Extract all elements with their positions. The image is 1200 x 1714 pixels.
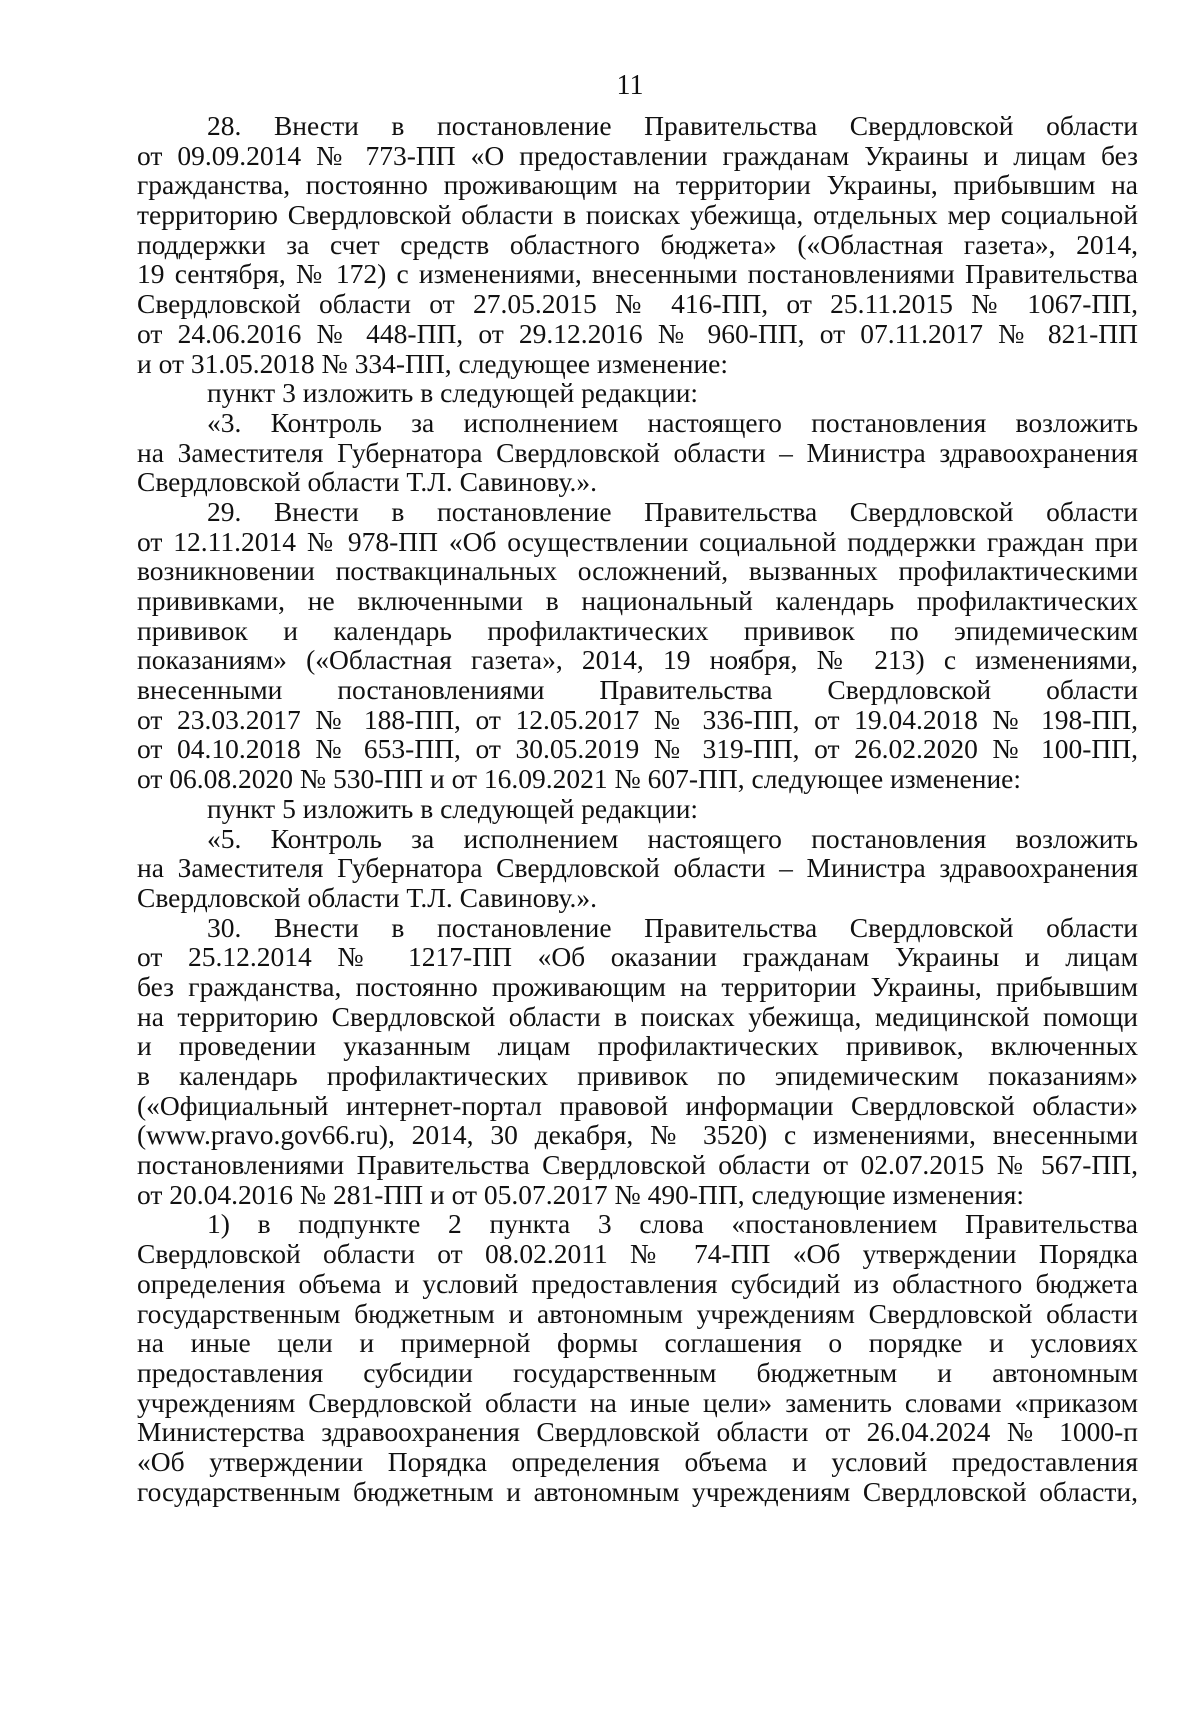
text-line: 1) в подпункте 2 пункта 3 слова «постановлением Правительства [207,1208,1138,1240]
text-line: постановлениями Правительства Свердловской области от 02.07.2015 № 567-ПП, [137,1149,1138,1181]
text-line: Свердловской области от 08.02.2011 № 74-ПП «Об утверждении Порядка [137,1238,1138,1270]
text-line: на Заместителя Губернатора Свердловской области – Министра здравоохранения [137,436,1138,468]
text-line: «5. Контроль за исполнением настоящего постановления возложить [207,822,1138,854]
text-line: внесенными постановлениями Правительства Свердловской области [137,674,1138,706]
text-line: Свердловской области Т.Л. Савинову.». [137,881,597,913]
text-line: 19 сентября, № 172) с изменениями, внесенными постановлениями Правительства [137,258,1138,290]
text-line: определения объема и условий предоставления субсидий из областного бюджета [137,1267,1138,1299]
text-line: гражданства, постоянно проживающим на территории Украины, прибывшим на [137,169,1138,201]
text-line: («Официальный интернет-портал правовой информации Свердловской области» [137,1089,1138,1121]
text-line: от 09.09.2014 № 773-ПП «О предоставлении гражданам Украины и лицам без [137,139,1138,171]
text-line: 28. Внести в постановление Правительства Свердловской области [207,110,1138,141]
text-line: возникновении поствакцинальных осложнений, вызванных профилактическими [137,555,1138,587]
text-line: от 20.04.2016 № 281-ПП и от 05.07.2017 № 490-ПП, следующие изменения: [137,1178,1024,1210]
text-line: и проведении указанным лицам профилактических прививок, включенных [137,1030,1138,1062]
text-line: от 25.12.2014 № 1217-ПП «Об оказании гражданам Украины и лицам [137,941,1138,973]
text-line: (www.pravo.gov66.ru), 2014, 30 декабря, № 3520) с изменениями, внесенными [137,1119,1138,1151]
text-line: прививками, не включенными в национальный календарь профилактических [137,585,1138,616]
text-line: поддержки за счет средств областного бюджета» («Областная газета», 2014, [137,228,1138,260]
text-line: показаниям» («Областная газета», 2014, 19 ноября, № 213) с изменениями, [137,644,1138,676]
text-line: государственным бюджетным и автономным учреждениям Свердловской области [137,1297,1138,1329]
text-line: пункт 5 изложить в следующей редакции: [207,792,699,824]
text-line: «Об утверждении Порядка определения объема и условий предоставления [137,1445,1138,1477]
text-line: территорию Свердловской области в поисках убежища, отдельных мер социальной [137,199,1138,231]
text-line: 29. Внести в постановление Правительства Свердловской области [207,495,1138,527]
text-line: от 06.08.2020 № 530-ПП и от 16.09.2021 № 607-ПП, следующее изменение: [137,763,1022,795]
text-line: от 04.10.2018 № 653-ПП, от 30.05.2019 № 319-ПП, от 26.02.2020 № 100-ПП, [137,733,1138,765]
text-line: 30. Внести в постановление Правительства Свердловской области [207,911,1138,943]
text-line: прививок и календарь профилактических прививок по эпидемическим [137,614,1138,646]
text-line: «3. Контроль за исполнением настоящего постановления возложить [207,406,1138,438]
text-line: пункт 3 изложить в следующей редакции: [207,377,699,409]
text-line: Свердловской области от 27.05.2015 № 416-ПП, от 25.11.2015 № 1067-ПП, [137,288,1138,320]
text-line: предоставления субсидии государственным бюджетным и автономным [137,1356,1138,1388]
text-line: и от 31.05.2018 № 334-ПП, следующее изменение: [137,347,729,379]
text-line: на Заместителя Губернатора Свердловской области – Министра здравоохранения [137,852,1138,884]
text-line: без гражданства, постоянно проживающим на территории Украины, прибывшим [137,970,1138,1002]
text-line: государственным бюджетным и автономным учреждениям Свердловской области, [137,1475,1138,1507]
text-line: на территорию Свердловской области в поисках убежища, медицинской помощи [137,1000,1138,1032]
text-line: от 23.03.2017 № 188-ПП, от 12.05.2017 № 336-ПП, от 19.04.2018 № 198-ПП, [137,703,1138,735]
text-line: учреждениям Свердловской области на иные цели» заменить словами «приказом [137,1386,1138,1418]
text-line: от 12.11.2014 № 978-ПП «Об осуществлении социальной поддержки граждан при [137,525,1138,557]
text-line: в календарь профилактических прививок по эпидемическим показаниям» [137,1060,1138,1091]
document-body [137,111,1138,1506]
page-number: 11 [616,70,644,101]
text-line: Свердловской области Т.Л. Савинову.». [137,466,597,498]
text-line: от 24.06.2016 № 448-ПП, от 29.12.2016 № 960-ПП, от 07.11.2017 № 821-ПП [137,317,1138,349]
text-line: на иные цели и примерной формы соглашения о порядке и условиях [137,1327,1138,1359]
text-line: Министерства здравоохранения Свердловской области от 26.04.2024 № 1000-п [137,1416,1138,1448]
